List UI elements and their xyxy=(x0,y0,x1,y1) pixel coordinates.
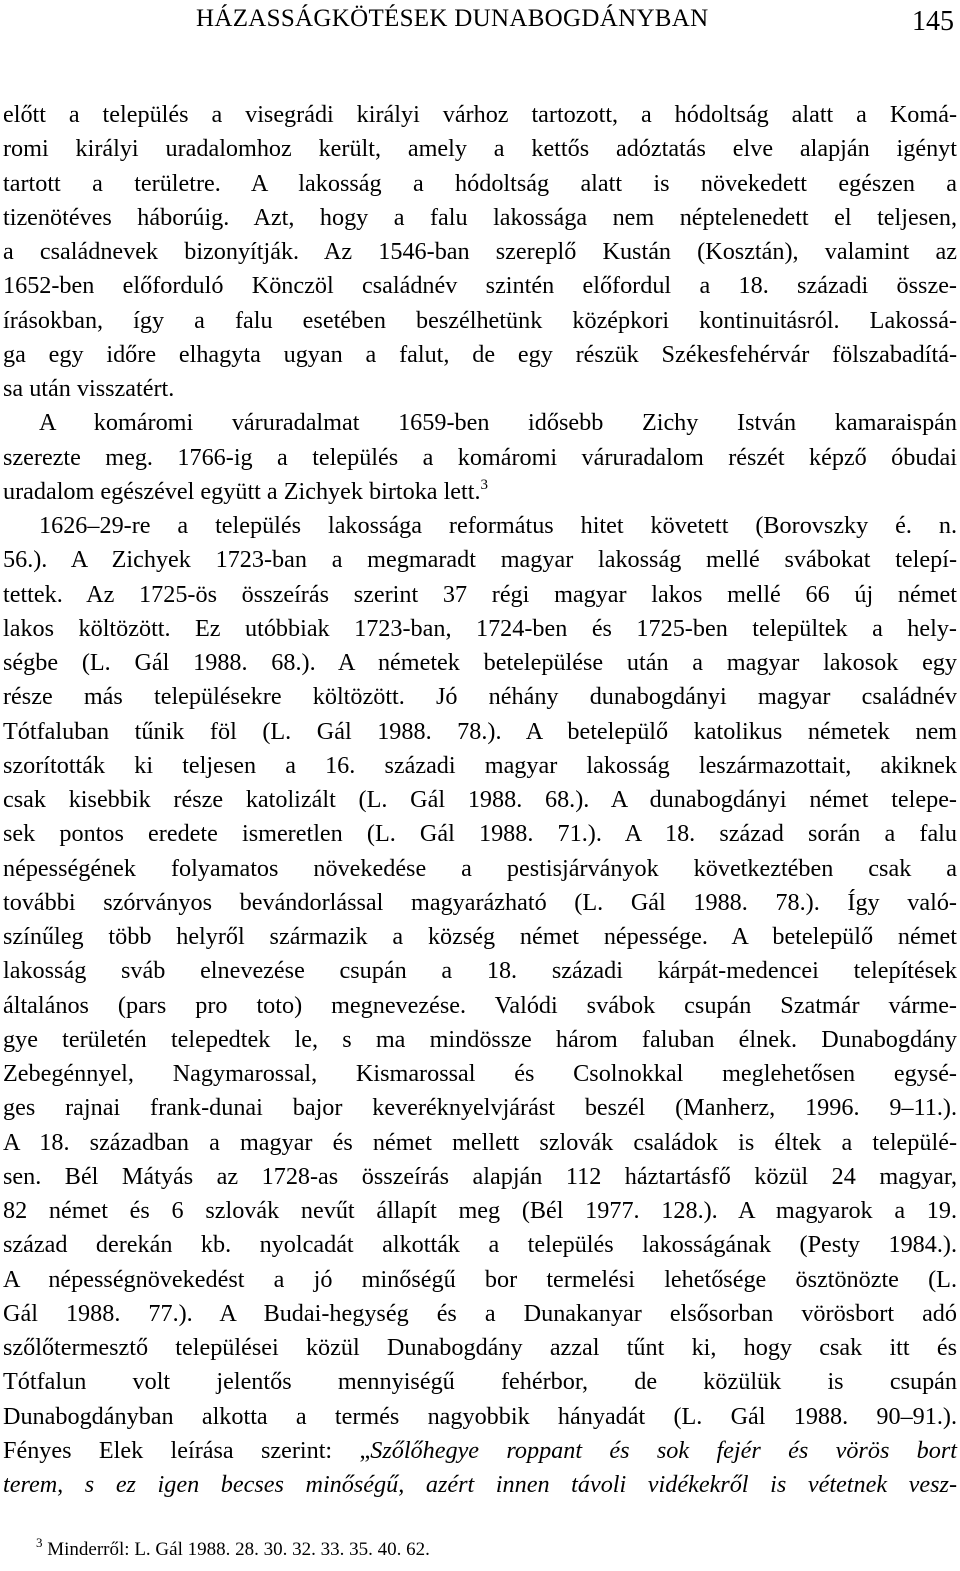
text-line: tettek. Az 1725-ös összeírás szerint 37 régi magyar lakos mellé 66 új német xyxy=(3,580,957,608)
text-line: Gál 1988. 77.). A Budai-hegység és a Dunakanyar elsősorban vörösbort adó xyxy=(3,1299,957,1327)
text-line: tartott a területre. A lakosság a hódoltság alatt is növekedett egészen a xyxy=(3,169,957,197)
text-line: 1626–29-re a település lakossága református hitet követett (Borovszky é. n. xyxy=(39,512,957,539)
text-line: tizenötéves háborúig. Azt, hogy a falu lakossága nem néptelenedett el teljesen, xyxy=(3,203,957,231)
text-line: Dunabogdányban alkotta a termés nagyobbik hányadát (L. Gál 1988. 90–91.). xyxy=(3,1402,957,1430)
text-line: század derekán kb. nyolcadát alkották a település lakosságának (Pesty 1984.). xyxy=(3,1231,957,1259)
text-line: romi királyi uradalomhoz került, amely a kettős adóztatás elve alapján igényt xyxy=(3,135,957,163)
text-line: gye területén telepedtek le, s ma mindössze három faluban élnek. Dunabogdány xyxy=(3,1025,957,1053)
footnote-number: 3 xyxy=(36,1535,43,1550)
text-line: ségbe (L. Gál 1988. 68.). A németek betelepülése után a magyar lakosok egy xyxy=(3,649,957,676)
running-header xyxy=(0,4,960,40)
text-line: szorították ki teljesen a 16. századi magyar lakosság leszármazottait, akiknek xyxy=(3,751,957,779)
text-line: színűleg több helyről származik a község német népessége. A betelepülő német xyxy=(3,923,957,950)
body-text xyxy=(3,98,957,1502)
text-line: 1652-ben előforduló Könczöl családnév szintén előfordul a 18. századi össze- xyxy=(3,272,957,300)
footnote xyxy=(36,1535,430,1562)
text-line: lakos költözött. Ez utóbbiak 1723-ban, 1724-ben és 1725-ben települtek a hely- xyxy=(3,614,957,642)
text-line: Tótfaluban tűnik föl (L. Gál 1988. 78.). A betelepülő katolikus németek nem xyxy=(3,717,957,745)
text-line: lakosság sváb elnevezése csupán a 18. századi kárpát-medencei telepítések xyxy=(3,957,957,985)
text-line: csak kisebbik része katolizált (L. Gál 1988. 68.). A dunabogdányi német telepe- xyxy=(3,786,957,813)
quoted-text: terem, s ez igen becses minőségű, azért innen távoli vidékekről is vétetnek vesz- xyxy=(3,1471,957,1498)
text-line: sen. Bél Mátyás az 1728-as összeírás alapján 112 háztartásfő közül 24 magyar, xyxy=(3,1162,957,1190)
text-line: Tótfalun volt jelentős mennyiségű fehérbor, de közülük is csupán xyxy=(3,1368,957,1396)
text-line: 56.). A Zichyek 1723-ban a megmaradt magyar lakosság mellé svábokat telepí- xyxy=(3,546,957,574)
text-line: része más településekre költözött. Jó néhány dunabogdányi magyar családnév xyxy=(3,683,957,711)
page-number: 145 xyxy=(912,6,954,37)
running-title: HÁZASSÁGKÖTÉSEK DUNABOGDÁNYBAN xyxy=(196,5,709,32)
text-line-with-quote xyxy=(3,1434,957,1468)
text-line: előtt a település a visegrádi királyi várhoz tartozott, a hódoltság alatt a Komá- xyxy=(3,101,957,128)
text-line: sa után visszatért. xyxy=(3,375,175,402)
text-line: a családnevek bizonyítják. Az 1546-ban szereplő Kustán (Kosztán), valamint az xyxy=(3,238,957,265)
text-line: 82 német és 6 szlovák nevűt állapít meg (Bél 1977. 128.). A magyarok a 19. xyxy=(3,1197,957,1224)
quoted-text: Szőlőhegye roppant és sok fejér és vörös bort xyxy=(370,1436,958,1464)
text-line: A 18. században a magyar és német mellett szlovák családok is éltek a települé- xyxy=(3,1128,957,1156)
text-line-with-note xyxy=(3,475,957,509)
text-line: írásokban, így a falu esetében beszélhetünk középkori kontinuitásról. Lakossá- xyxy=(3,306,957,334)
text-line: további szórványos bevándorlással magyarázható (L. Gál 1988. 78.). Így való- xyxy=(3,888,957,916)
text-line: általános (pars pro toto) megnevezése. Valódi svábok csupán Szatmár várme- xyxy=(3,991,957,1019)
text-line: Zebegénnyel, Nagymarossal, Kismarossal és Csolnokkal meglehetősen egysé- xyxy=(3,1060,957,1087)
text-segment: Fényes Elek leírása szerint: „ xyxy=(3,1436,371,1464)
text-line: ga egy időre elhagyta ugyan a falut, de egy részük Székesfehérvár fölszabadítá- xyxy=(3,340,957,368)
text-line: ges rajnai frank-dunai bajor keveréknyelvjárást beszél (Manherz, 1996. 9–11.). xyxy=(3,1094,957,1122)
text-line: szőlőtermesztő települései közül Dunabogdány azzal tűnt ki, hogy csak itt és xyxy=(3,1334,957,1361)
text-line: szerezte meg. 1766-ig a település a komáromi váruradalom részét képző óbudai xyxy=(3,443,957,471)
text-line: A komáromi váruradalmat 1659-ben idősebb Zichy István kamaraispán xyxy=(39,409,957,437)
footnote-text: Minderről: L. Gál 1988. 28. 30. 32. 33. 35. 40. 62. xyxy=(47,1539,430,1560)
text-line xyxy=(3,1468,957,1502)
text-line: népességének folyamatos növekedése a pestisjárványok következtében csak a xyxy=(3,854,957,882)
text-line: A népességnövekedést a jó minőségű bor termelési lehetősége ösztönözte (L. xyxy=(3,1265,957,1293)
text-line: sek pontos eredete ismeretlen (L. Gál 1988. 71.). A 18. század során a falu xyxy=(3,820,957,848)
footnote-reference: 3 xyxy=(480,476,489,493)
text-segment: uradalom egészével együtt a Zichyek birtoka lett. xyxy=(3,477,481,505)
